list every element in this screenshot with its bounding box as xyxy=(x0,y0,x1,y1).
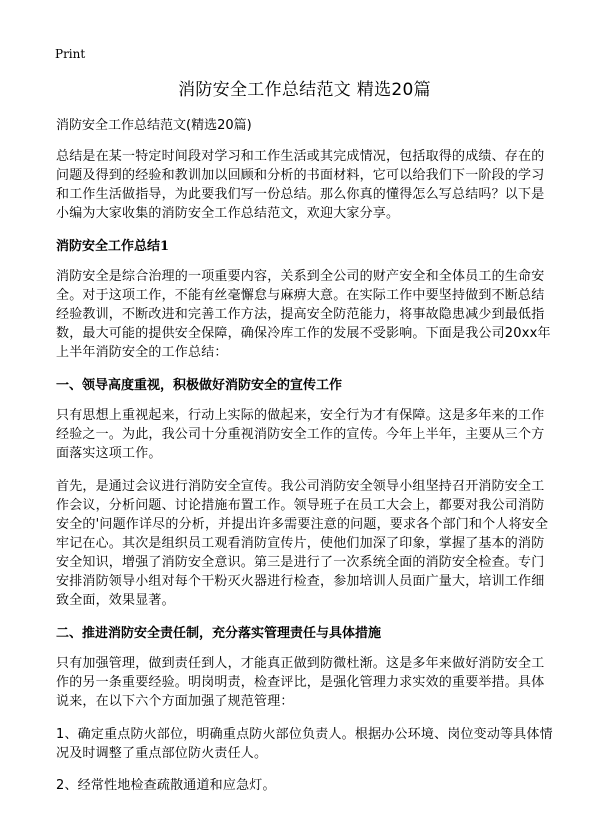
heading-two: 二、推进消防安全责任制，充分落实管理责任与具体措施 xyxy=(56,626,382,641)
heading-one: 一、领导高度重视，积极做好消防安全的宣传工作 xyxy=(56,378,343,393)
paragraph-three: 只有加强管理，做到责任到人，才能真正做到防微杜渐。这是多年来做好消防安全工作的另一条重要经验。明岗明责，检查评比，是强化管理力求实效的重要举措。具体说来，在以下六个方面加强了规范管理： xyxy=(56,656,545,709)
section-intro-paragraph: 消防安全是综合治理的一项重要内容，关系到全公司的财产安全和全体员工的生命安全。对于这项工作，不能有丝毫懈怠与麻痹大意。在实际工作中要坚持做到不断总结经验教训，不断改进和完善工作方法，提高安全防范能力，将事故隐患减少到最低指数，最大可能的提供安全保障，确保冷库工作的发展不受影响。下面是我公司20xx年上半年消防安全的工作总结： xyxy=(56,269,551,360)
intro-paragraph: 总结是在某一特定时间段对学习和工作生活或其完成情况，包括取得的成绩、存在的问题及得到的经验和教训加以回顾和分析的书面材料，它可以给我们下一阶段的学习和工作生活做指导，为此要我们写一份总结。那么你真的懂得怎么写总结吗？以下是小编为大家收集的消防安全工作总结范文，欢迎大家分享。 xyxy=(56,149,545,221)
list-item-two: 2、经常性地检查疏散通道和应急灯。 xyxy=(56,778,276,793)
paragraph-two: 首先，是通过会议进行消防安全宣传。我公司消防安全领导小组坚持召开消防安全工作会议，分析问题、讨论措施布置工作。领导班子在员工大会上，都要对我公司消防安全的'问题作详尽的分析，并提出许多需要注意的问题，要求各个部门和个人将安全牢记在心。其次是组织员工观看消防宣传片，使他们加深了印象，掌握了基本的消防安全知识，增强了消防安全意识。第三是进行了一次系统全面的消防安全检查。专门安排消防领导小组对每个干粉灭火器进行检查，参加培训人员面广量大，培训工作细致全面，效果显著。 xyxy=(56,479,549,608)
document-subtitle: 消防安全工作总结范文(精选20篇) xyxy=(56,118,252,133)
paragraph-one: 只有思想上重视起来，行动上实际的做起来，安全行为才有保障。这是多年来的工作经验之一。为此，我公司十分重视消防安全工作的宣传。今年上半年，主要从三个方面落实这项工作。 xyxy=(56,408,545,461)
print-link[interactable]: Print xyxy=(55,47,86,61)
document-title: 消防安全工作总结范文 精选20篇 xyxy=(178,80,431,100)
list-item-one: 1、确定重点防火部位，明确重点防火部位负责人。根据办公环境、岗位变动等具体情况及时调整了重点部位防火责任人。 xyxy=(56,727,553,761)
section-title: 消防安全工作总结1 xyxy=(56,239,170,254)
document-body xyxy=(56,78,553,808)
